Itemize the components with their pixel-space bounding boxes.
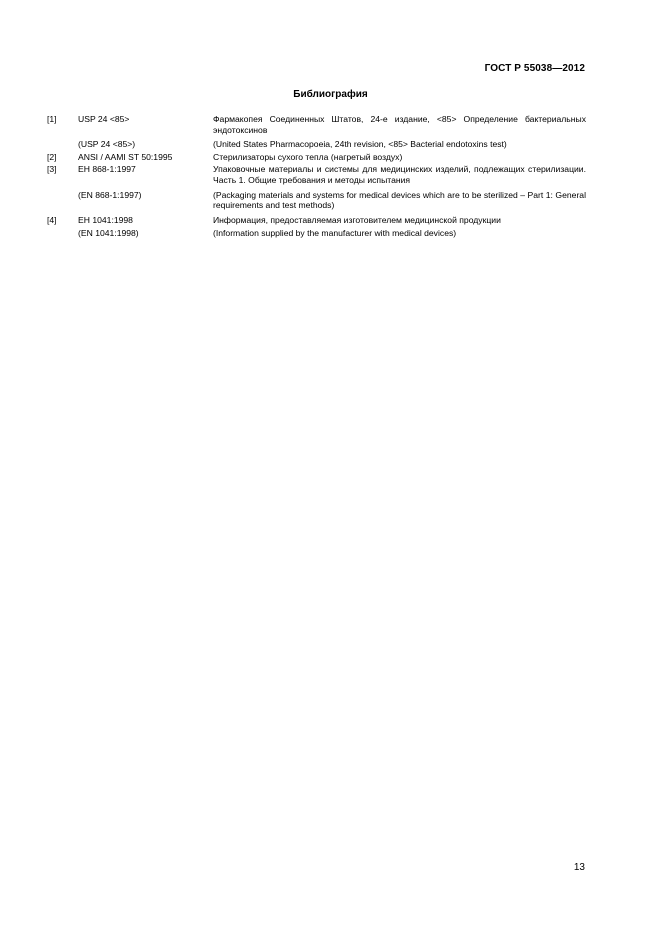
document-header-standard: ГОСТ Р 55038—2012: [484, 63, 585, 74]
entry-number: [4]: [47, 214, 57, 225]
page-number: 13: [573, 862, 585, 873]
bibliography-entry: [47, 164, 586, 185]
entry-description: (Information supplied by the manufacturer with medical devices): [213, 228, 457, 239]
entry-reference: (USP 24 <85>): [78, 139, 136, 150]
entry-number: [2]: [47, 151, 57, 162]
entry-reference: (EN 868-1:1997): [78, 189, 142, 200]
entry-description: (United States Pharmacopoeia, 24th revision, <85> Bacterial endotoxins test): [213, 139, 507, 150]
bibliography-entry: [47, 228, 586, 239]
entry-reference: ANSI / AAMI ST 50:1995: [78, 151, 173, 162]
bibliography-entry: [47, 114, 586, 135]
bibliography-entry: [47, 215, 586, 226]
entry-reference: USP 24 <85>: [78, 114, 130, 124]
entry-reference: (EN 1041:1998): [78, 228, 139, 239]
bibliography-entry: [47, 190, 586, 211]
entry-description: (Packaging materials and systems for medical devices which are to be sterilized – Part 1: General requirements and test methods): [213, 189, 586, 211]
entry-reference: ЕН 1041:1998: [78, 214, 133, 225]
bibliography-list: [47, 114, 586, 239]
entry-number: [1]: [47, 114, 57, 124]
entry-description: Стерилизаторы сухого тепла (нагретый воздух): [213, 151, 403, 162]
entry-description: Упаковочные материалы и системы для медицинских изделий, подлежащих стерилизации. Часть 1. Общие требования и методы испытания: [213, 164, 586, 185]
bibliography-entry: [47, 139, 586, 150]
entry-description: Фармакопея Соединенных Штатов, 24-е издание, <85> Определение бактериальных эндотоксинов: [213, 114, 586, 135]
bibliography-entry: [47, 152, 586, 163]
entry-reference: ЕН 868-1:1997: [78, 164, 136, 175]
bibliography-title: Библиография: [293, 89, 368, 100]
entry-description: Информация, предоставляемая изготовителем медицинской продукции: [213, 214, 501, 225]
entry-number: [3]: [47, 164, 57, 175]
